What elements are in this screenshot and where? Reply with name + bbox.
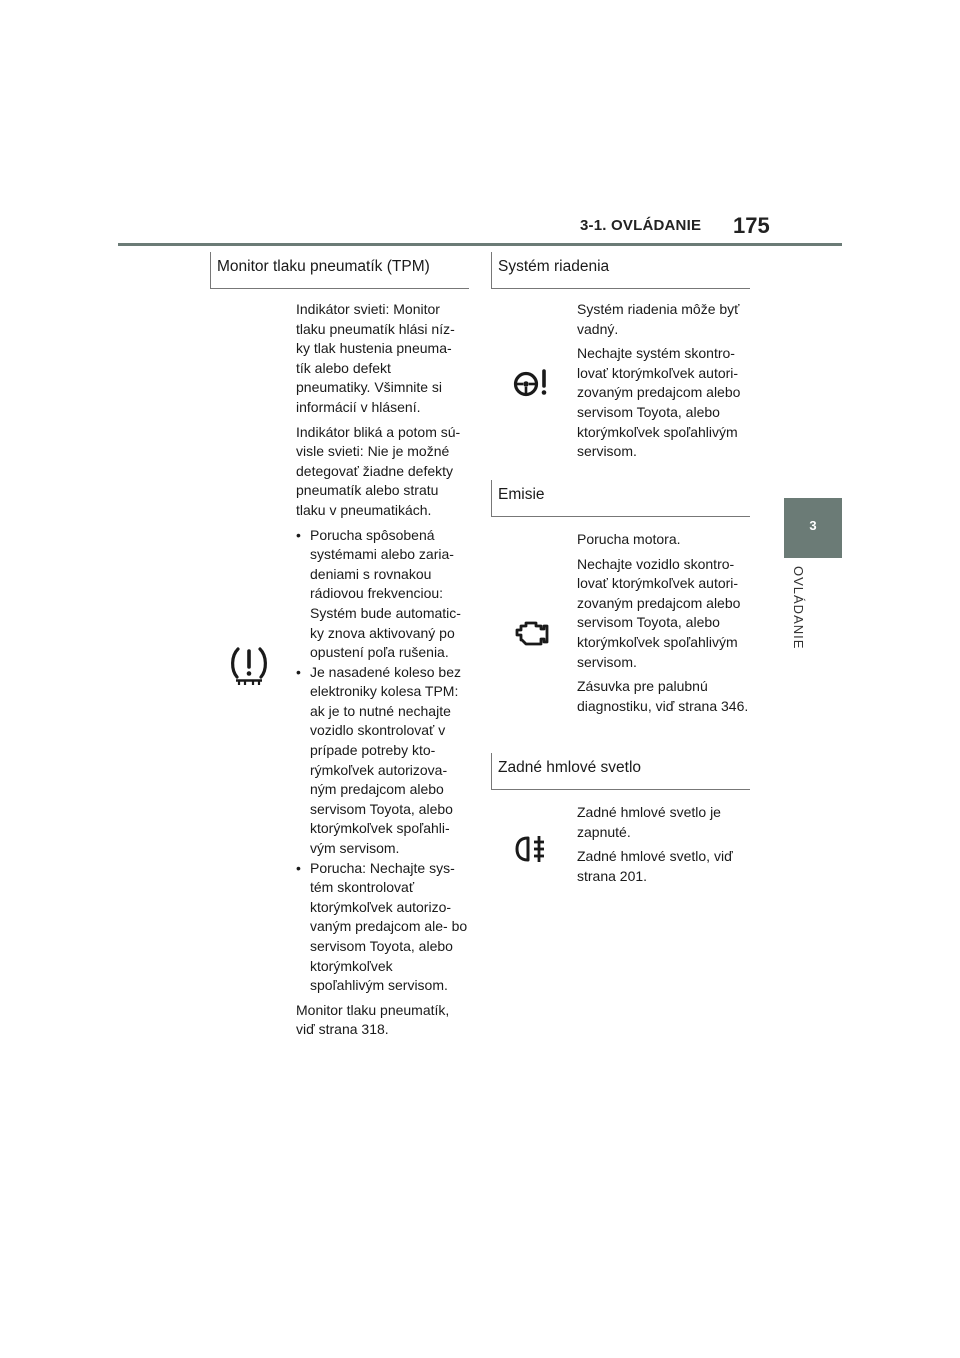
chapter-number: 3 [809, 518, 817, 533]
chapter-name-text: OVLÁDANIE [791, 566, 806, 650]
steering-paragraph-2: Nechajte systém skontro- lovať ktorýmkoľvek autori- zovaným predajcom alebo servisom Toyota, alebo ktorýmkoľvek spoľahlivým servisom. [577, 345, 741, 460]
steering-paragraph-1: Systém riadenia môže byť vadný. [577, 301, 740, 337]
emissions-paragraph-3: Zásuvka pre palubnú diagnostiku, viď strana 346. [577, 678, 749, 714]
header-rule [118, 243, 842, 246]
steering-section-heading [491, 252, 750, 289]
emissions-paragraph-2: Nechajte vozidlo skontro- lovať ktorýmkoľvek autori- zovaným predajcom alebo servisom Toyota, alebo ktorýmkoľvek spoľahlivým servisom. [577, 555, 741, 670]
running-header-section: 3-1. OVLÁDANIE [580, 217, 702, 234]
tpm-paragraph-3: Monitor tlaku pneumatík, viď strana 318. [296, 1001, 450, 1038]
rear-fog-light-icon [514, 834, 554, 864]
fog-body [577, 803, 749, 891]
chapter-tab [784, 498, 842, 558]
tpm-bullet-3: • Porucha: Nechajte sys- tém skontrolovať ktorýmkoľvek autorizo- vaným predajcom ale- bo servisom Toyota, alebo ktorýmkoľvek spoľahlivým servisom. [296, 859, 468, 996]
tpm-bullet-list [296, 526, 468, 996]
steering-title: Systém riadenia [498, 258, 610, 275]
emissions-paragraph-1: Porucha motora. [577, 531, 681, 547]
tpm-body [296, 300, 468, 1045]
tpm-paragraph-2: Indikátor bliká a potom sú- visle svieti: Nie je možné detegovať žiadne defekty pneumatík alebo stratu tlaku v pneumatikách. [296, 423, 461, 518]
fog-paragraph-2: Zadné hmlové svetlo, viď strana 201. [577, 848, 733, 884]
tpm-paragraph-1: Indikátor svieti: Monitor tlaku pneumatík hlási níz- ky tlak hustenia pneuma- tík alebo defekt pneumatiky. Všimnite si informácií v hlásení. [296, 301, 455, 415]
tpm-bullet-1: • Porucha spôsobená systémami alebo zaria- deniami s rovnakou rádiovou frekvenciou: Systém bude automatic- ky znova aktivovaný po opustení poľa rušenia. [296, 526, 468, 663]
steering-warning-icon [513, 367, 549, 399]
page-number: 175 [733, 213, 770, 238]
fog-title: Zadné hmlové svetlo [498, 759, 642, 776]
steering-body [577, 300, 749, 467]
tpm-title: Monitor tlaku pneumatík (TPM) [217, 258, 430, 275]
emissions-body [577, 530, 749, 721]
emissions-section-heading [491, 480, 750, 517]
fog-paragraph-1: Zadné hmlové svetlo je zapnuté. [577, 804, 721, 840]
tpm-section-heading [210, 252, 469, 289]
tire-pressure-warning-icon [228, 645, 270, 687]
chapter-name [778, 566, 818, 686]
fog-section-heading [491, 753, 750, 790]
check-engine-icon [514, 620, 550, 648]
emissions-title: Emisie [498, 486, 545, 503]
tpm-bullet-2: • Je nasadené koleso bez elektroniky kolesa TPM: ak je to nutné nechajte vozidlo skontrolovať v prípade potreby kto- rýmkoľvek autorizova- ným predajcom alebo servisom Toyota, alebo ktorýmkoľvek spoľahli- vým servisom. [296, 663, 468, 859]
